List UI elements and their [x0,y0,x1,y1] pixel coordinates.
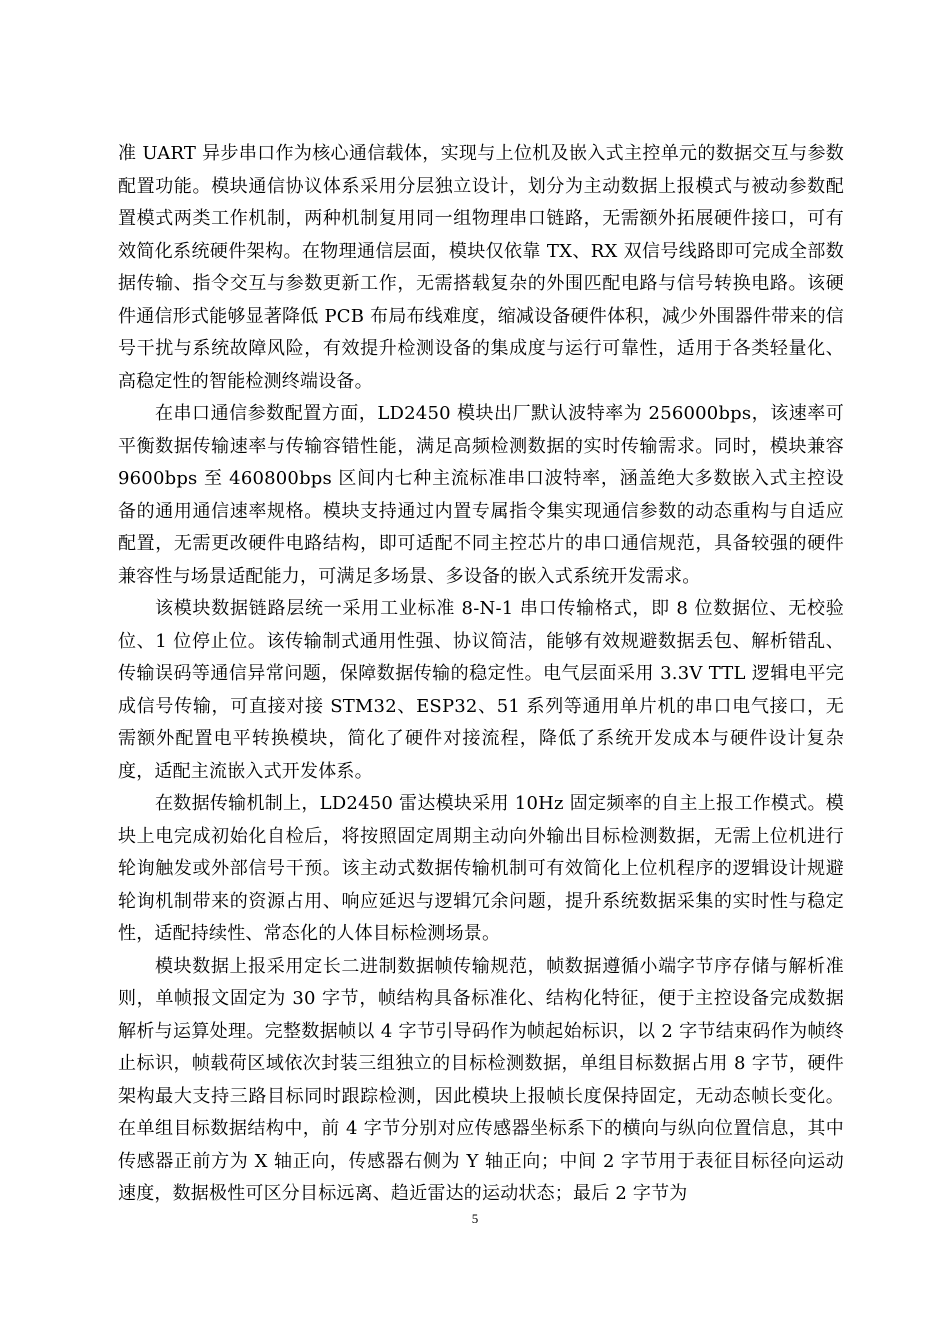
paragraph-continued: 准 UART 异步串口作为核心通信载体，实现与上位机及嵌入式主控单元的数据交互与参数配置功能。模块通信协议体系采用分层独立设计，划分为主动数据上报模式与被动参数配置模式两类工作机制，两种机制复用同一组物理串口链路，无需额外拓展硬件接口，可有效简化系统硬件架构。在物理通信层面，模块仅依靠 TX、RX 双信号线路即可完成全部数据传输、指令交互与参数更新工作，无需搭载复杂的外围匹配电路与信号转换电路。该硬件通信形式能够显著降低 PCB 布局布线难度，缩减设备硬件体积，减少外围器件带来的信号干扰与系统故障风险，有效提升检测设备的集成度与运行可靠性，适用于各类轻量化、高稳定性的智能检测终端设备。 [118,143,844,392]
paragraph-baud-rate: 在串口通信参数配置方面，LD2450 模块出厂默认波特率为 256000bps，该速率可平衡数据传输速率与传输容错性能，满足高频检测数据的实时传输需求。同时，模块兼容 9600bps 至 460800bps 区间内七种主流标准串口波特率，涵盖绝大多数嵌入式主控设备的通用通信速率规格。模块支持通过内置专属指令集实现通信参数的动态重构与自适应配置，无需更改硬件电路结构，即可适配不同主控芯片的串口通信规范，具备较强的硬件兼容性与场景适配能力，可满足多场景、多设备的嵌入式系统开发需求。 [118,403,844,587]
paragraph-data-link-layer: 该模块数据链路层统一采用工业标准 8-N-1 串口传输格式，即 8 位数据位、无校验位、1 位停止位。该传输制式通用性强、协议简洁，能够有效规避数据丢包、解析错乱、传输误码等通信异常问题，保障数据传输的稳定性。电气层面采用 3.3V TTL 逻辑电平完成信号传输，可直接对接 STM32、ESP32、51 系列等通用单片机的串口电气接口，无需额外配置电平转换模块，简化了硬件对接流程，降低了系统开发成本与硬件设计复杂度，适配主流嵌入式开发体系。 [118,598,844,782]
paragraph-transmission-mechanism: 在数据传输机制上，LD2450 雷达模块采用 10Hz 固定频率的自主上报工作模式。模块上电完成初始化自检后，将按照固定周期主动向外输出目标检测数据，无需上位机进行轮询触发或外部信号干预。该主动式数据传输机制可有效简化上位机程序的逻辑设计规避轮询机制带来的资源占用、响应延迟与逻辑冗余问题，提升系统数据采集的实时性与稳定性，适配持续性、常态化的人体目标检测场景。 [118,793,844,944]
page-number: 5 [471,1211,479,1226]
body-text [118,138,844,1211]
paragraph-frame-format: 模块数据上报采用定长二进制数据帧传输规范，帧数据遵循小端字节序存储与解析准则，单帧报文固定为 30 字节，帧结构具备标准化、结构化特征，便于主控设备完成数据解析与运算处理。完整数据帧以 4 字节引导码作为帧起始标识，以 2 字节结束码作为帧终止标识，帧载荷区域依次封装三组独立的目标检测数据，单组目标数据占用 8 字节，硬件架构最大支持三路目标同时跟踪检测，因此模块上报帧长度保持固定，无动态帧长变化。在单组目标数据结构中，前 4 字节分别对应传感器坐标系下的横向与纵向位置信息，其中传感器正前方为 X 轴正向，传感器右侧为 Y 轴正向；中间 2 字节用于表征目标径向运动速度，数据极性可区分目标远离、趋近雷达的运动状态；最后 2 字节为 [118,955,844,1204]
